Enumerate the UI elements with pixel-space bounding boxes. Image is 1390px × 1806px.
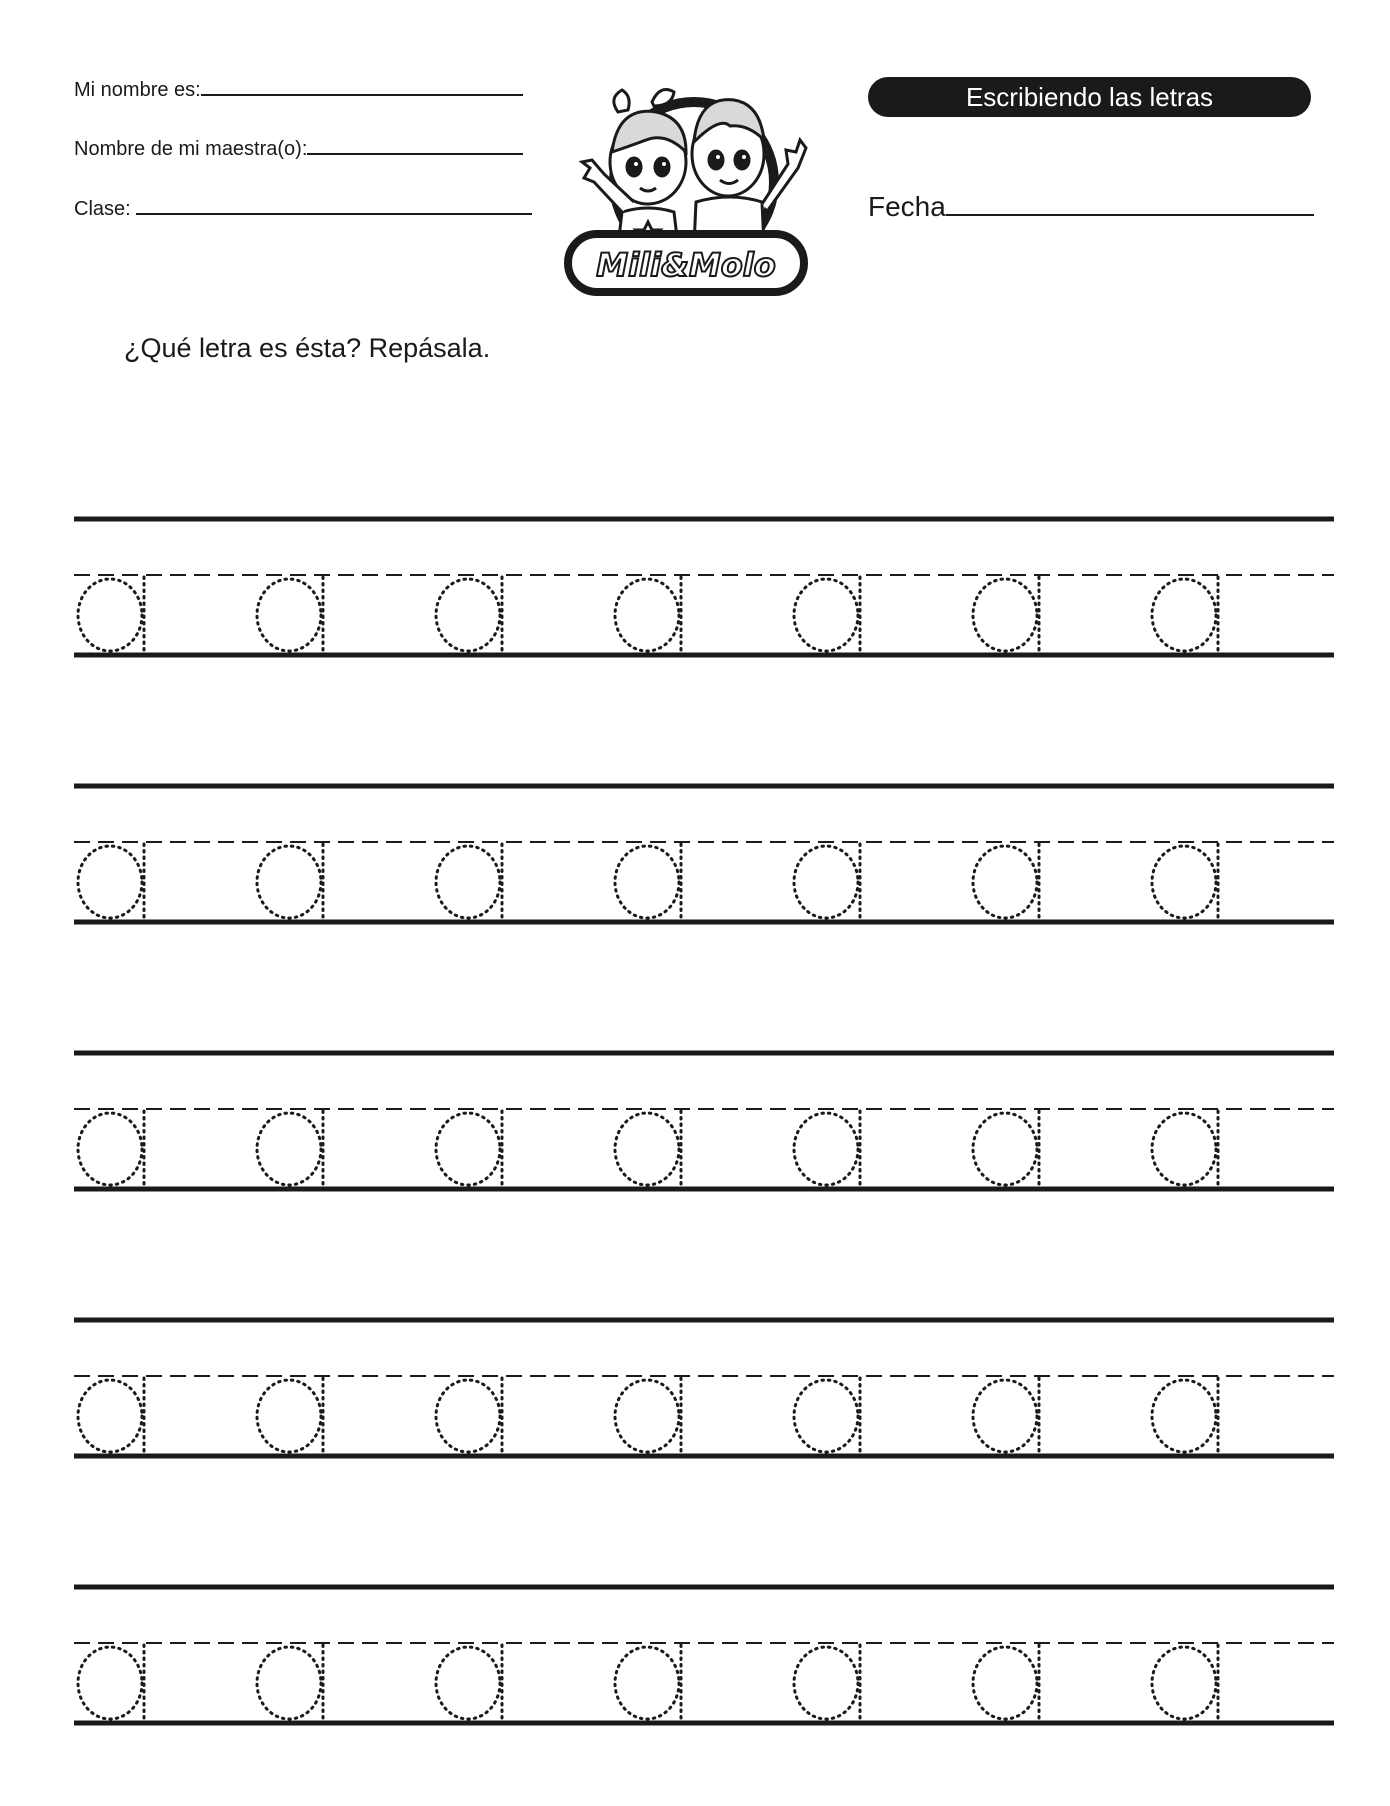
tracing-letter-a[interactable]: [615, 1645, 681, 1721]
tracing-letter-a[interactable]: [973, 1111, 1039, 1187]
date-label: Fecha: [868, 191, 946, 222]
tracing-letter-a[interactable]: [436, 577, 502, 653]
practice-row-lines: [74, 1316, 1334, 1466]
practice-row[interactable]: [74, 515, 1334, 665]
instruction-text: ¿Qué letra es ésta? Repásala.: [124, 333, 491, 363]
boy-character-icon: [692, 100, 806, 247]
tracing-letter-a[interactable]: [1152, 577, 1218, 653]
tracing-letter-a[interactable]: [1152, 844, 1218, 920]
practice-row[interactable]: [74, 1583, 1334, 1733]
tracing-letter-a[interactable]: [78, 844, 144, 920]
practice-row-lines: [74, 515, 1334, 665]
teacher-field: [74, 135, 523, 161]
name-field: [74, 76, 523, 102]
tracing-letter-a[interactable]: [615, 1378, 681, 1454]
tracing-letter-a[interactable]: [615, 1111, 681, 1187]
tracing-letter-a[interactable]: [794, 844, 860, 920]
tracing-letter-a[interactable]: [794, 1645, 860, 1721]
tracing-letter-a[interactable]: [257, 844, 323, 920]
class-input-line[interactable]: [136, 195, 532, 215]
teacher-input-line[interactable]: [307, 135, 523, 155]
tracing-letter-a[interactable]: [78, 1378, 144, 1454]
tracing-letter-a[interactable]: [78, 577, 144, 653]
tracing-letter-a[interactable]: [1152, 1378, 1218, 1454]
practice-row[interactable]: [74, 782, 1334, 932]
tracing-letter-a[interactable]: [1152, 1111, 1218, 1187]
teacher-label: Nombre de mi maestra(o):: [74, 138, 308, 160]
name-input-line[interactable]: [201, 76, 523, 96]
tracing-letter-a[interactable]: [436, 844, 502, 920]
tracing-letter-a[interactable]: [436, 1645, 502, 1721]
date-field: [868, 188, 1314, 224]
practice-row[interactable]: [74, 1316, 1334, 1466]
tracing-letter-a[interactable]: [973, 577, 1039, 653]
tracing-letter-a[interactable]: [257, 1111, 323, 1187]
practice-row-lines: [74, 1583, 1334, 1733]
tracing-letter-a[interactable]: [257, 1378, 323, 1454]
tracing-letter-a[interactable]: [615, 577, 681, 653]
name-label: Mi nombre es:: [74, 79, 201, 101]
tracing-letter-a[interactable]: [973, 1645, 1039, 1721]
class-label: Clase:: [74, 198, 131, 220]
tracing-letter-a[interactable]: [436, 1378, 502, 1454]
tracing-letter-a[interactable]: [78, 1111, 144, 1187]
tracing-letter-a[interactable]: [1152, 1645, 1218, 1721]
tracing-letter-a[interactable]: [615, 844, 681, 920]
tracing-letter-a[interactable]: [78, 1645, 144, 1721]
practice-row-lines: [74, 1049, 1334, 1199]
tracing-letter-a[interactable]: [973, 1378, 1039, 1454]
class-field: [74, 195, 532, 221]
worksheet-title: Escribiendo las letras: [868, 77, 1311, 117]
tracing-letter-a[interactable]: [973, 844, 1039, 920]
tracing-letter-a[interactable]: [257, 1645, 323, 1721]
tracing-letter-a[interactable]: [794, 577, 860, 653]
tracing-letter-a[interactable]: [257, 577, 323, 653]
brand-name: Mili&Molo: [596, 246, 776, 284]
date-input-line[interactable]: [946, 188, 1314, 216]
practice-row[interactable]: [74, 1049, 1334, 1199]
practice-row-lines: [74, 782, 1334, 932]
girl-character-icon: [582, 90, 686, 246]
tracing-letter-a[interactable]: [436, 1111, 502, 1187]
mili-molo-logo-icon: [556, 72, 832, 298]
tracing-letter-a[interactable]: [794, 1378, 860, 1454]
tracing-letter-a[interactable]: [794, 1111, 860, 1187]
